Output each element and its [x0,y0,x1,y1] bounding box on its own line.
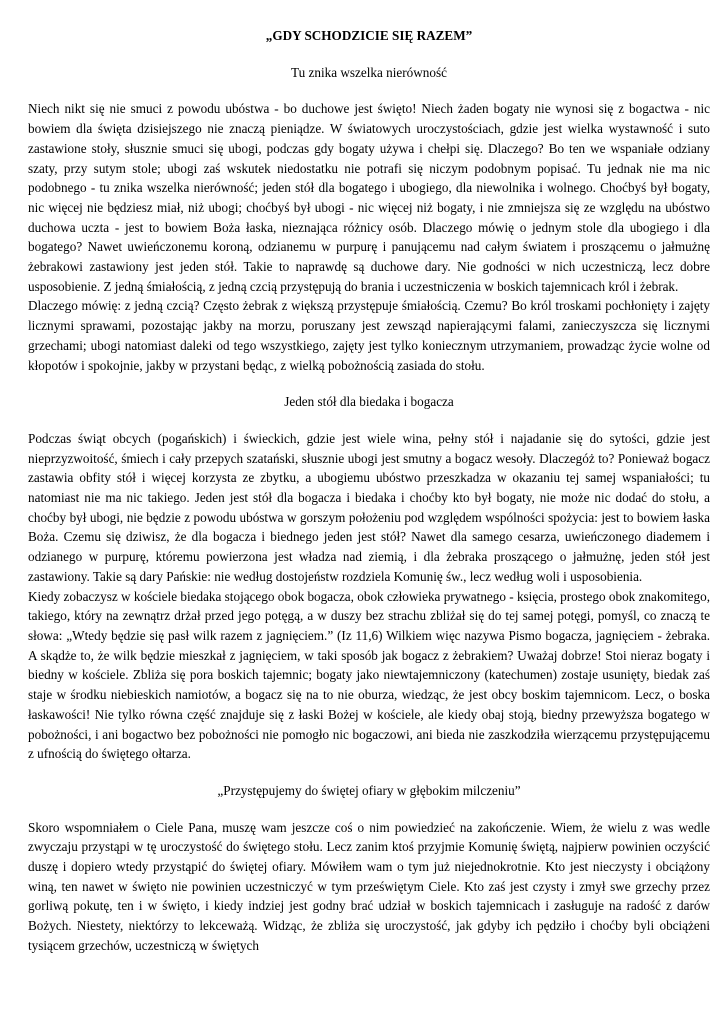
section-3 [28,781,710,956]
paragraph: Podczas świąt obcych (pogańskich) i świeckich, gdzie jest wiele wina, pełny stół i najadanie się do sytości, gdzie jest nieprzyzwoitość, śmiech i cały przepych szatański, słusznie ubogi jest smutny a bogacz wesoły. Dlaczegóż to? Ponieważ bogacz zastawia obfity stół i więcej korzysta ze zbytku, a ubogiemu ubóstwo przeszkadza w okazaniu tej samej wspaniałości; tu natomiast nie ma nic takiego. Jeden jest stół dla bogacza i biedaka i choćby kto był bogaty, nie może nic dodać do stołu, a choćby był ubogi, nie będzie z powodu ubóstwa w gorszym położeniu pod względem wspólności spożycia: jest to bowiem łaska Boża. Czemu się dziwisz, że dla bogacza i biednego jeden jest stół? Nawet dla samego cesarza, uwieńczonego diademem i odzianego w purpurę, któremu powierzona jest władza nad ziemią, i dla żebraka proszącego o jałmużnę, jeden stół jest zastawiony. Takie są dary Pańskie: nie według dostojeństw rozdziela Komunię św., lecz według woli i usposobienia. [28,430,710,584]
document-title: „GDY SCHODZICIE SIĘ RAZEM” [265,28,473,43]
paragraph: Dlaczego mówię: z jedną czcią? Często żebrak z większą przystępuje śmiałością. Czemu? Bo król troskami pochłonięty i zajęty licznymi sprawami, pozostając jakby na morzu, poruszany jest zewsząd napierającymi falami, zanieczyszcza się licznymi grzechami; ubogi natomiast daleki od tego wszystkiego, zajęty jest tylko koniecznym utrzymaniem, prowadząc życie wolne od kłopotów i spokojnie, jakby w przystani będąc, z wielką pobożnością zasiada do stołu. [28,298,710,373]
section-heading: Jeden stół dla biedaka i bogacza [284,394,454,410]
paragraph: Skoro wspomniałem o Ciele Pana, muszę wam jeszcze coś o nim powiedzieć na zakończenie. Wiem, że wielu z was wedle zwyczaju przystąpi w tę uroczystość do świętego stołu. Lecz zanim ktoś przyjmie Komunię świętą, najpierw powinien oczyścić duszę i dopiero wtedy przystąpić do świętej ofiary. Mówiłem wam o tym już niejednokrotnie. Kto jest nieczysty i obciążony winą, ten nawet w święto nie powinien uczestniczyć w tym przeświętym Ciele. Kto zaś jest czysty i zmył swe grzechy przez gorliwą pokutę, ten i w święto, i kiedy indziej jest godny brać udział w boskich tajemnicach i zasługuje na radość z darów Bożych. Niestety, niektórzy to lekceważą. Widząc, że zbliża się uroczystość, jak gdyby ich pędziło i choćby byli obciążeni tysiącem grzechów, uczestniczą w świętych [28,819,710,953]
paragraph: Kiedy zobaczysz w kościele biedaka stojącego obok bogacza, obok człowieka prywatnego - księcia, prostego obok znakomitego, takiego, który na zewnątrz drżał przed jego potęgą, a w duszy bez strachu zbliżał się do tej samej potęgi, pomyśl, co znaczą te słowa: „Wtedy będzie się pasł wilk razem z jagnięciem.” (Iz 11,6) Wilkiem więc nazywa Pismo bogacza, jagnięciem - żebraka. A skądże to, że wilk będzie mieszkał z jagnięciem, w taki sposób jak bogacz z żebrakiem? Uważaj dobrze! Stoi nieraz bogaty i biedny w kościele. Zbliża się pora boskich tajemnic; bogaty jako niewtajemniczony (katechumen) zostaje usunięty, biedak zaś staje w środku niebieskich namiotów, a bogacz się na to nie oburza, wiedząc, że jest obcy boskim tajemnicom. Lecz, o boska łaskawości! Nie tylko równa część znajduje się z łaski Bożej w kościele, ale kiedy obaj stoją, biedny przewyższa bogatego w pobożności, i ani bogactwo bez pobożności nie pomogło nic bogaczowi, ani bieda nie zaszkodziła wierzącemu przystępującemu z ufnością do świętego ołtarza. [28,588,710,762]
section-1 [28,63,710,376]
section-heading: „Przystępujemy do świętej ofiary w głębokim milczeniu” [217,782,521,798]
paragraph: Niech nikt się nie smuci z powodu ubóstwa - bo duchowe jest święto! Niech żaden bogaty nie wynosi się z bogactwa - nic bowiem dla święta dzisiejszego nie znaczą pieniądze. W światowych uroczystościach, gdzie jest wielka wystawność i suto zastawione stoły, słusznie smuci się ubogi, podczas gdy bogaty używa i chełpi się. Dlaczego? Bo ten we wspaniałe odziany szaty, przy sutym stole; ubogi zaś wskutek niedostatku nie potrafi się niczym podobnym popisać. Tu jednak nie ma nic podobnego - tu znika wszelka nierówność; jeden stół dla bogatego i ubogiego, dla niewolnika i wolnego. Choćbyś był bogaty, nic więcej nie będziesz miał, niż ubogi; choćbyś był ubogi - nic więcej niż bogaty, i nie zmniejsza się ze względu na ubóstwo duchowa uczta - jest to bowiem Boża łaska, nieznająca różnicy osób. Dlaczego mówię o jednym stole dla ubogiego i dla bogatego? Nawet uwieńczonemu koroną, odzianemu w purpurę i panującemu nad całym światem i proszącemu o jałmużnę żebrakowi zastawiony jest jeden stół. Takie to naprawdę są duchowe dary. Nie godności w nich uczestniczą, lecz dobre usposobienie. Z jedną śmiałością, z jedną czcią przystępują do brania i uczestniczenia w boskich tajemnicach król i żebrak. [28,101,710,294]
section-2 [28,392,710,764]
section-heading: Tu znika wszelka nierówność [291,64,447,80]
